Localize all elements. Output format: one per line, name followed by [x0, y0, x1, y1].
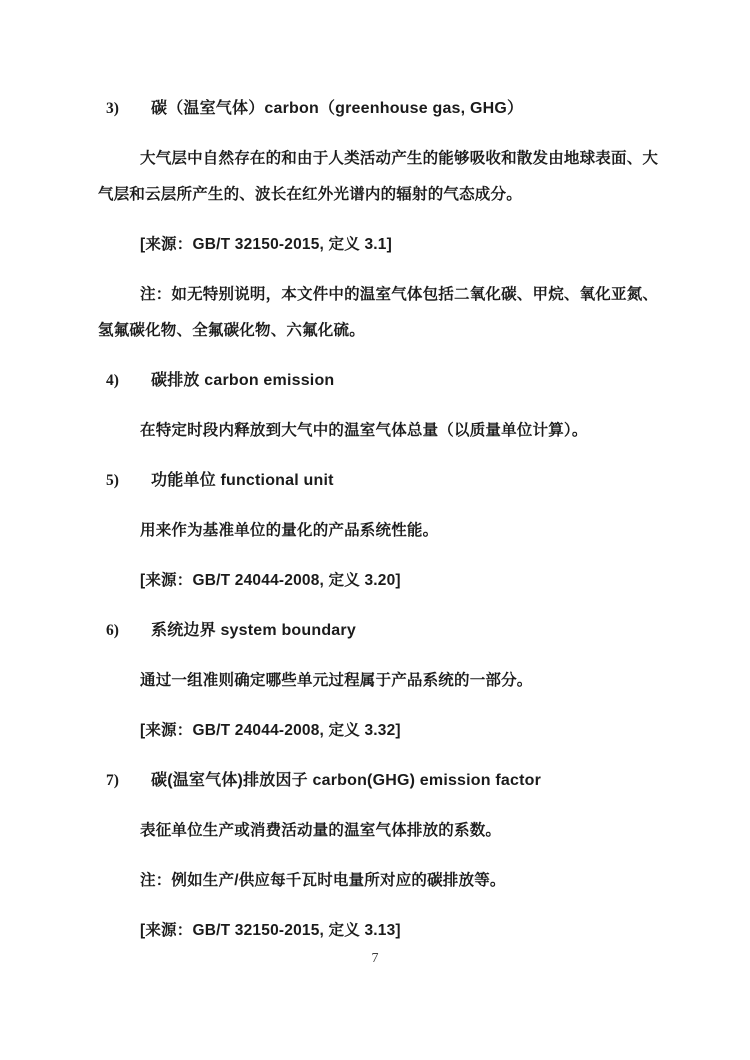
source-paragraph: [98, 913, 652, 949]
source-reference: [来源：GB/T 32150-2015, 定义 3.13]: [140, 922, 401, 939]
source-paragraph: [98, 227, 652, 263]
definition-item-3: [98, 91, 659, 349]
definition-line: 表征单位生产或消费活动量的温室气体排放的系数。: [140, 822, 502, 839]
item-term: 系统边界 system boundary: [151, 622, 356, 639]
source-paragraph: [98, 563, 652, 599]
item-number: 4): [106, 372, 119, 389]
note-line: 注：如无特别说明，本文件中的温室气体包括二氧化碳、甲烷、氧化亚氮、: [140, 286, 659, 303]
item-number: 5): [106, 472, 119, 489]
definition-item-7: [98, 763, 652, 949]
definition-paragraph: [98, 663, 652, 699]
item-heading: [98, 363, 652, 399]
item-number: 6): [106, 622, 119, 639]
item-term: 功能单位 functional unit: [151, 472, 334, 489]
note-line: 氢氟碳化物、全氟碳化物、六氟化硫。: [98, 322, 365, 339]
item-number: 3): [106, 100, 119, 117]
item-term: 碳（温室气体）carbon（greenhouse gas, GHG）: [151, 100, 524, 117]
source-reference: [来源：GB/T 24044-2008, 定义 3.20]: [140, 572, 401, 589]
definition-paragraph: [98, 413, 652, 449]
note-paragraph: [98, 863, 652, 899]
item-heading: [98, 763, 652, 799]
item-heading: [98, 463, 652, 499]
item-heading: [98, 91, 652, 127]
definition-paragraph: [98, 813, 652, 849]
definition-item-5: [98, 463, 652, 599]
definition-line: 在特定时段内释放到大气中的温室气体总量（以质量单位计算）。: [140, 422, 588, 439]
definition-paragraph: [98, 513, 652, 549]
definition-item-4: [98, 363, 652, 449]
definition-paragraph: [98, 141, 659, 213]
note-line: 注：例如生产/供应每千瓦时电量所对应的碳排放等。: [140, 872, 506, 889]
item-heading: [98, 613, 652, 649]
item-number: 7): [106, 772, 119, 789]
source-reference: [来源：GB/T 32150-2015, 定义 3.1]: [140, 236, 392, 253]
note-paragraph: [98, 277, 659, 349]
page-number: 7: [371, 951, 379, 966]
item-term: 碳(温室气体)排放因子 carbon(GHG) emission factor: [151, 772, 542, 789]
source-paragraph: [98, 713, 652, 749]
definition-line: 通过一组准则确定哪些单元过程属于产品系统的一部分。: [140, 672, 533, 689]
source-reference: [来源：GB/T 24044-2008, 定义 3.32]: [140, 722, 401, 739]
item-term: 碳排放 carbon emission: [151, 372, 335, 389]
definition-line: 用来作为基准单位的量化的产品系统性能。: [140, 522, 439, 539]
definition-line: 大气层中自然存在的和由于人类活动产生的能够吸收和散发由地球表面、大: [140, 150, 659, 167]
definition-item-6: [98, 613, 652, 749]
definition-line: 气层和云层所产生的、波长在红外光谱内的辐射的气态成分。: [98, 186, 522, 203]
